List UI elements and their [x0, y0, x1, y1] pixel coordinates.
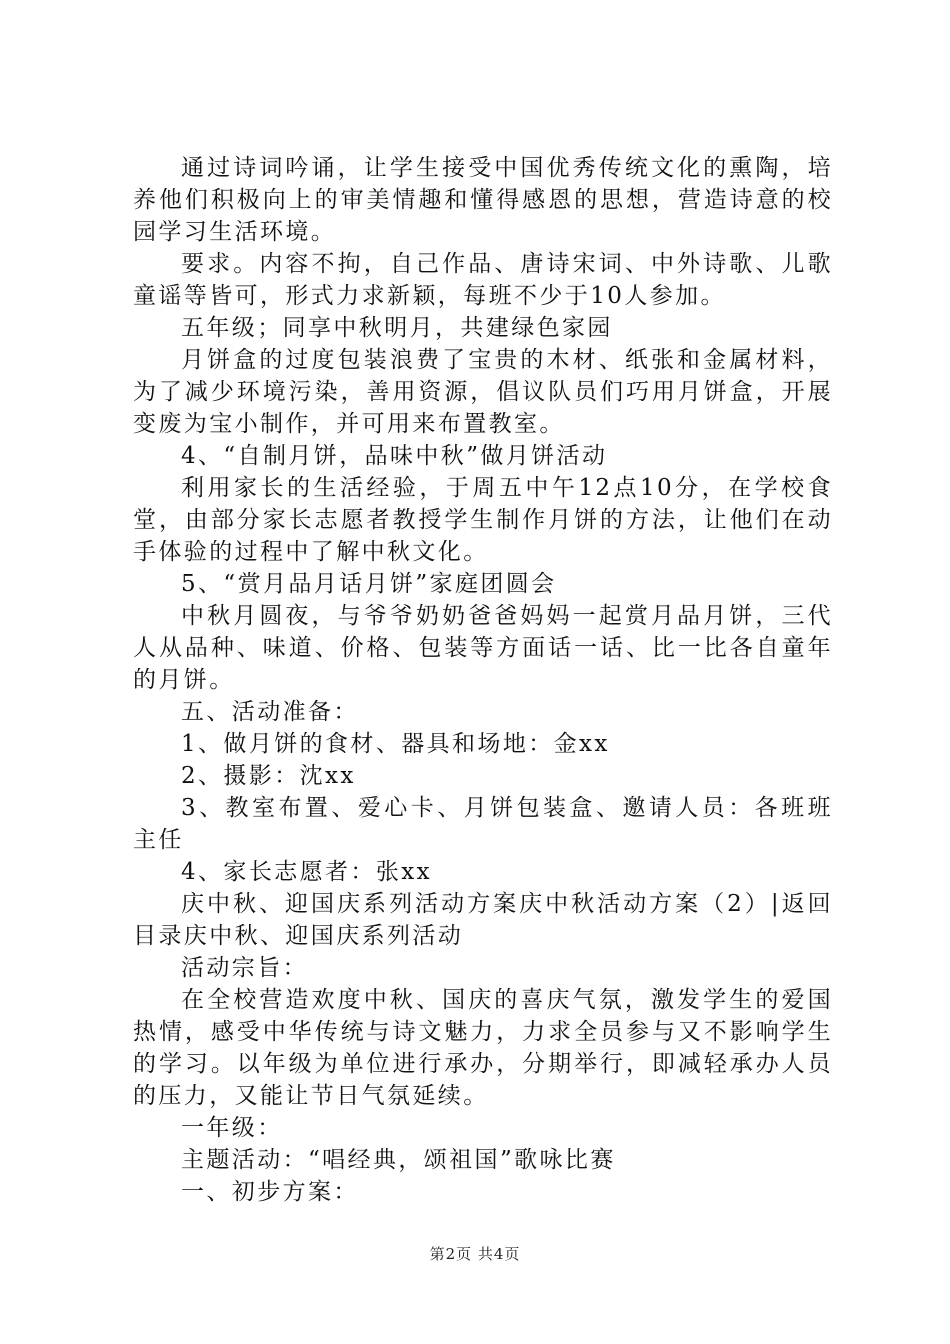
- paragraph: 1、做月饼的食材、器具和场地：金xx: [181, 731, 610, 757]
- paragraph: 通过诗词吟诵，让学生接受中国优秀传统文化的熏陶，培养他们积极向上的审美情趣和懂得感恩的思想，营造诗意的校园学习生活环境。: [133, 155, 833, 245]
- paragraph: 利用家长的生活经验，于周五中午12点10分，在学校食堂，由部分家长志愿者教授学生制作月饼的方法，让他们在动手体验的过程中了解中秋文化。: [133, 475, 833, 565]
- paragraph: 4、家长志愿者：张xx: [181, 859, 432, 885]
- paragraph: 五年级；同享中秋明月，共建绿色家园: [181, 315, 613, 341]
- paragraph: 中秋月圆夜，与爷爷奶奶爸爸妈妈一起赏月品月饼，三代人从品种、味道、价格、包装等方面话一话、比一比各自童年的月饼。: [133, 603, 833, 693]
- paragraph: 2、摄影：沈xx: [181, 763, 356, 789]
- paragraph: 一、初步方案：: [181, 1179, 359, 1205]
- page-indicator: 第2页 共4页: [429, 1245, 521, 1263]
- paragraph: 一年级：: [181, 1115, 283, 1141]
- paragraph: 5、“赏月品月话月饼”家庭团圆会: [181, 571, 557, 597]
- paragraph: 在全校营造欢度中秋、国庆的喜庆气氛，激发学生的爱国热情，感受中华传统与诗文魅力，力求全员参与又不影响学生的学习。以年级为单位进行承办，分期举行，即减轻承办人员的压力，又能让节日气氛延续。: [133, 987, 833, 1109]
- paragraph: 月饼盒的过度包装浪费了宝贵的木材、纸张和金属材料，为了减少环境污染，善用资源，倡议队员们巧用月饼盒，开展变废为宝小制作，并可用来布置教室。: [133, 347, 833, 437]
- paragraph: 3、教室布置、爱心卡、月饼包装盒、邀请人员：各班班主任: [133, 795, 833, 853]
- document-body: [133, 152, 833, 1208]
- paragraph: 活动宗旨：: [181, 955, 308, 981]
- paragraph: 主题活动：“唱经典，颂祖国”歌咏比赛: [181, 1147, 616, 1173]
- paragraph: 要求。内容不拘，自己作品、唐诗宋词、中外诗歌、儿歌童谣等皆可，形式力求新颖，每班不少于10人参加。: [133, 251, 833, 309]
- paragraph: 庆中秋、迎国庆系列活动方案庆中秋活动方案（2）|返回目录庆中秋、迎国庆系列活动: [133, 891, 833, 949]
- page-footer: [0, 1244, 950, 1264]
- paragraph: 4、“自制月饼，品味中秋”做月饼活动: [181, 443, 608, 469]
- paragraph: 五、活动准备：: [181, 699, 359, 725]
